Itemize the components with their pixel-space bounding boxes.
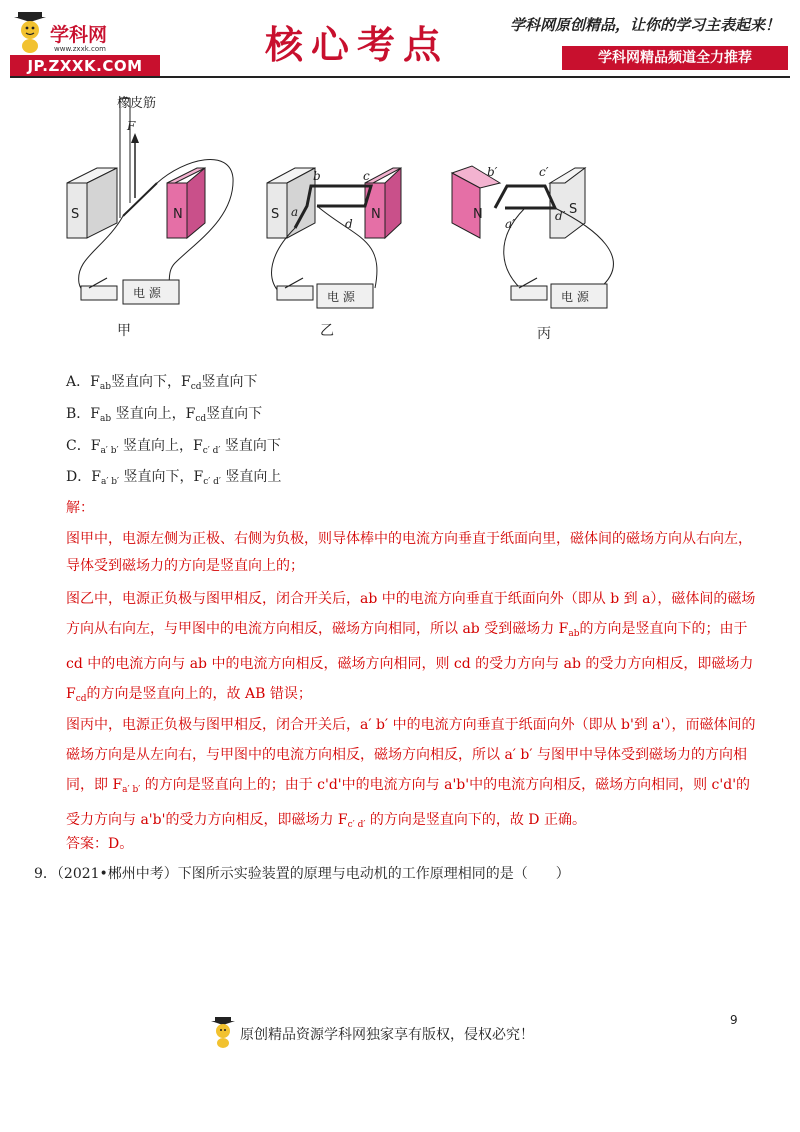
- header-title: 核心考点: [265, 22, 450, 67]
- magnet-s-label: S: [271, 207, 280, 222]
- power-label-bing: 电 源: [561, 290, 589, 304]
- label-c: c: [363, 169, 370, 183]
- power-label-jia: 电 源: [133, 286, 161, 300]
- solution-paragraph-2: 图乙中，电源正负极与图甲相反，闭合开关后，ab 中的电流方向垂直于纸面向外（即从 b 到 a），磁体间的磁场方向从右向左，与甲图中的电流方向相反，磁场方向相同，所以 ab 受到磁场力 $F_{ab}$的方向是竖直向下的；由于 cd 中的电流方向与 ab 中的电流方向相反，磁场方向相同，则 cd 的受力方向与 ab 的受力方向相反，即磁场力 $F_{cd}$的方向是竖直向上的，故 AB 错误；: [66, 591, 756, 704]
- channel-banner: 学科网精品频道全力推荐: [562, 46, 788, 70]
- magnet-n-label: N: [473, 207, 483, 222]
- diagram-jia: [67, 95, 233, 339]
- caption-yi: 乙: [320, 323, 334, 339]
- caption-bing: 丙: [537, 326, 551, 342]
- magnet-n-label: N: [371, 207, 381, 222]
- option-a: A．$F_{ab}$竖直向下，$F_{cd}$竖直向下: [66, 374, 258, 392]
- magnet-s-label: S: [71, 207, 80, 222]
- header-divider: [10, 76, 790, 78]
- copyright-text: 原创精品资源学科网独家享有版权，侵权必究！: [240, 1027, 534, 1043]
- label-d-prime: d′: [555, 209, 566, 223]
- question-9: 9．（2021•郴州中考）下图所示实验装置的原理与电动机的工作原理相同的是（ ）: [34, 866, 570, 882]
- magnet-s-label: S: [569, 202, 578, 217]
- mascot-icon: [210, 1016, 236, 1048]
- solution-paragraph-3: 图丙中，电源正负极与图甲相反，闭合开关后，a′ b′ 中的电流方向垂直于纸面向外（即从 b'到 a'），而磁体间的磁场方向是从左向右，与甲图中的电流方向相反，磁场方向相反，所以 a′ b′ 与图甲中导体受到磁场力的方向相同，即 $F_{a' b'}$ 的方向是竖直向上的；由于 c'd'中的电流方向与 a'b'中的电流方向相反，磁场方向相同，则 c'd'的受力方向与 a'b'的受力方向相反，即磁场力 $F_{c' d'}$ 的方向是竖直向下的，故 D 正确。: [66, 717, 756, 830]
- option-b: B．$F_{ab}$ 竖直向上，$F_{cd}$竖直向下: [66, 406, 263, 424]
- force-label: F: [127, 119, 136, 133]
- caption-jia: 甲: [117, 323, 131, 339]
- label-a: a: [291, 205, 299, 219]
- label-d: d: [345, 217, 353, 231]
- logo-small-url: www.zxxk.com: [54, 45, 106, 53]
- magnet-n-label: N: [173, 207, 183, 222]
- mascot-icon: [12, 10, 48, 54]
- experiment-diagram: [55, 88, 655, 350]
- label-a-prime: a′: [505, 217, 515, 231]
- solution-answer: 答案：D。: [66, 836, 134, 852]
- logo-url: JP.ZXXK.COM: [10, 55, 160, 77]
- label-b: b: [313, 169, 321, 183]
- page-number: 9: [730, 1013, 738, 1027]
- solution-paragraph-1: 图甲中，电源左侧为正极、右侧为负极，则导体棒中的电流方向垂直于纸面向里，磁体间的磁场方向从右向左，导体受到磁场力的方向是竖直向上的；: [66, 531, 752, 574]
- option-d: D．$F_{a' b'}$ 竖直向下，$F_{c' d'}$ 竖直向上: [66, 469, 282, 487]
- option-c: C．$F_{a' b'}$ 竖直向上，$F_{c' d'}$ 竖直向下: [66, 438, 281, 456]
- rubber-band-label: 橡皮筋: [117, 96, 157, 111]
- experiment-figure: [55, 88, 655, 350]
- page-footer: [210, 1016, 590, 1050]
- solution-label: 解：: [66, 500, 94, 516]
- zxxk-logo: [10, 8, 160, 74]
- page-header: [0, 0, 800, 80]
- label-b-prime: b′: [487, 165, 498, 179]
- label-c-prime: c′: [539, 165, 549, 179]
- header-slogan: 学科网原创精品，让你的学习主表起来！: [510, 16, 781, 34]
- logo-name: 学科网: [50, 24, 108, 46]
- diagram-bing: [452, 165, 613, 342]
- diagram-yi: [267, 168, 401, 339]
- power-label-yi: 电 源: [327, 290, 355, 304]
